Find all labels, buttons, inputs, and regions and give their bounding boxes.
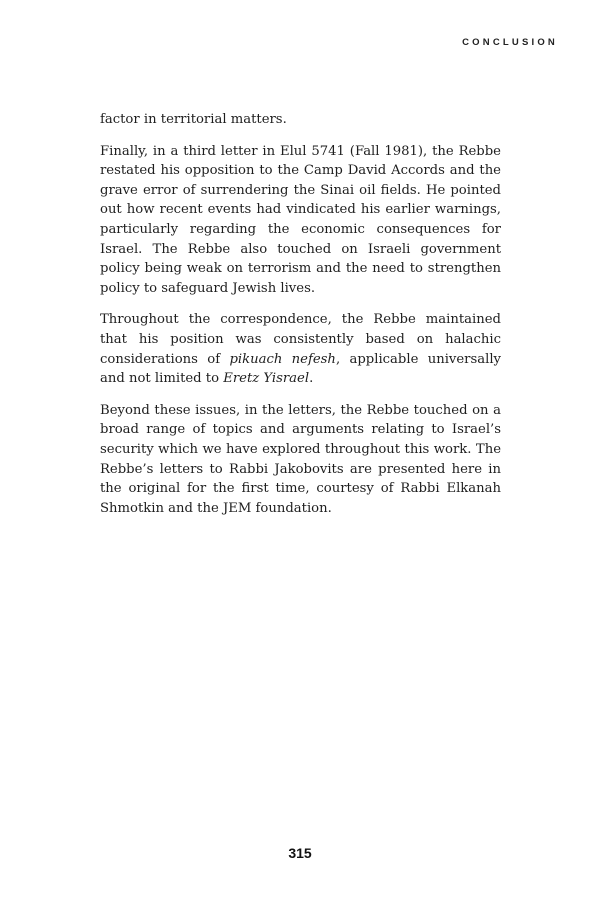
paragraph-correspondence-text-1: Throughout the correspondence, the Rebbe maintained that his position was consistently based on halachic considerations of xyxy=(100,312,501,367)
term-eretz-yisrael: Eretz Yisrael xyxy=(223,371,310,387)
page-number: 315 xyxy=(288,845,312,861)
paragraph-beyond-issues: Beyond these issues, in the letters, the Rebbe touched on a broad range of topics and arguments relating to Israel’s security which we have explored throughout this work. The Rebbe’s letters to Rabbi Jakobovits are presented here in the original for the first time, courtesy of Rabbi Elkanah Shmotkin and the JEM foundation. xyxy=(100,402,501,516)
body-text xyxy=(100,110,501,530)
paragraph-continuation: factor in territorial matters. xyxy=(100,112,287,127)
running-header: CONCLUSION xyxy=(462,37,558,48)
paragraph-third-letter: Finally, in a third letter in Elul 5741 (Fall 1981), the Rebbe restated his opposition to the Camp David Accords and the grave error of surrendering the Sinai oil fields. He pointed out how recent events had vindicated his earlier warnings, particularly regarding the economic consequences for Israel. The Rebbe also touched on Israeli government policy being weak on terrorism and the need to strengthen policy to safeguard Jewish lives. xyxy=(100,143,501,296)
term-pikuach-nefesh: pikuach nefesh xyxy=(229,351,336,367)
paragraph-correspondence xyxy=(100,310,501,388)
paragraph-correspondence-text-2: , applicable universally and not limited to xyxy=(100,351,501,387)
paragraph-correspondence-text-3: . xyxy=(309,371,314,387)
